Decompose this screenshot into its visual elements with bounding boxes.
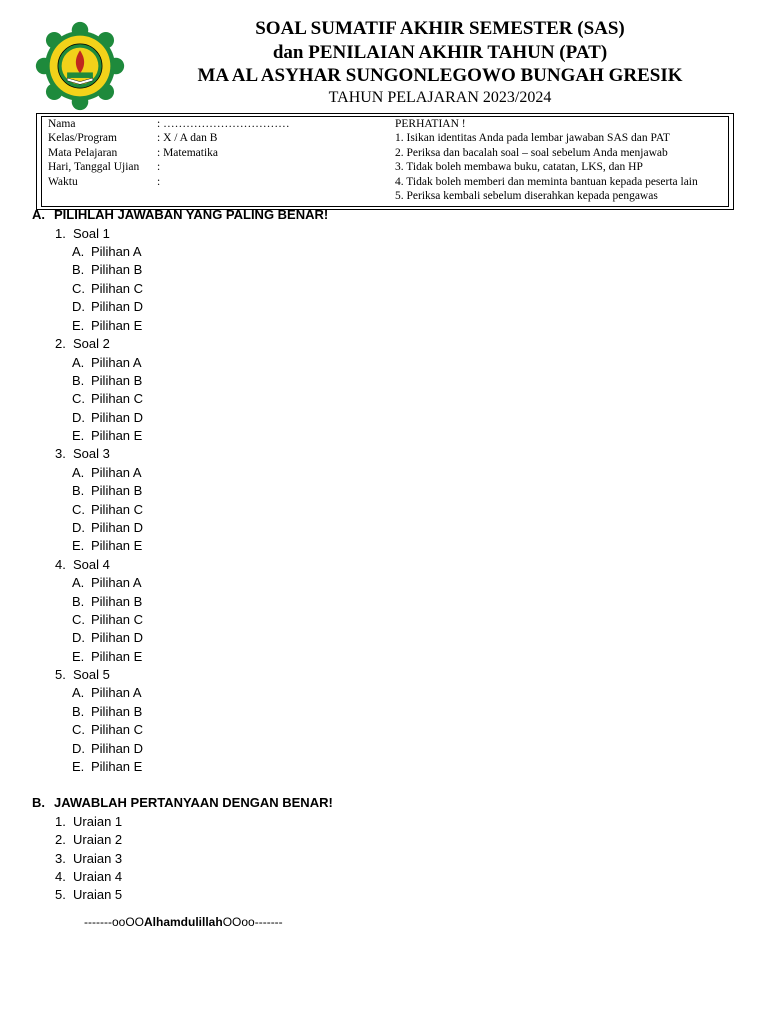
option <box>72 410 143 425</box>
section-b-heading <box>32 795 333 810</box>
question-number: 3. <box>55 446 66 461</box>
option <box>72 355 142 370</box>
section-b-title: JAWABLAH PERTANYAAN DENGAN BENAR! <box>54 795 333 810</box>
option-text: Pilihan C <box>91 722 144 737</box>
school-logo-icon <box>34 20 126 112</box>
closing-word: Alhamdulillah <box>144 915 223 929</box>
academic-year: TAHUN PELAJARAN 2023/2024 <box>328 89 552 106</box>
identity-value-nama: : …………………………… <box>157 118 290 130</box>
option-text: Pilihan B <box>91 373 143 388</box>
option <box>72 759 142 774</box>
option <box>72 244 142 259</box>
option-letter: C. <box>72 502 85 517</box>
notice-title: PERHATIAN ! <box>395 118 466 130</box>
option-text: Pilihan C <box>91 502 144 517</box>
option <box>72 281 143 296</box>
option-text: Pilihan E <box>91 428 143 443</box>
option-text: Pilihan A <box>91 685 142 700</box>
option <box>72 502 143 517</box>
option-text: Pilihan A <box>91 244 142 259</box>
identity-value-waktu: : <box>157 176 161 188</box>
identity-label-nama: Nama <box>48 118 76 130</box>
identity-label-waktu: Waktu <box>48 176 78 188</box>
option-letter: A. <box>72 465 85 480</box>
question-text: Soal 3 <box>73 446 110 461</box>
option <box>72 722 143 737</box>
option-text: Pilihan D <box>91 741 144 756</box>
option-text: Pilihan E <box>91 318 143 333</box>
identity-label-tanggal: Hari, Tanggal Ujian <box>48 161 140 173</box>
option-letter: C. <box>72 612 85 627</box>
option <box>72 594 142 609</box>
essay-question <box>55 869 122 884</box>
option <box>72 649 142 664</box>
question-text: Soal 2 <box>73 336 110 351</box>
question-text: Uraian 5 <box>73 887 123 902</box>
closing-right: OOoo------- <box>222 915 283 929</box>
identity-label-kelas: Kelas/Program <box>48 132 117 144</box>
question-number: 4. <box>55 869 66 884</box>
identity-value-tanggal: : <box>157 161 161 173</box>
question-text: Soal 5 <box>73 667 110 682</box>
option <box>72 428 142 443</box>
notice-item: 5. Periksa kembali sebelum diserahkan kepada pengawas <box>395 190 658 202</box>
essay-question <box>55 851 122 866</box>
notice-item: 1. Isikan identitas Anda pada lembar jawaban SAS dan PAT <box>395 132 670 144</box>
essay-question <box>55 887 122 902</box>
option-text: Pilihan C <box>91 281 144 296</box>
question-number: 3. <box>55 851 66 866</box>
option-letter: E. <box>72 538 85 553</box>
option-text: Pilihan A <box>91 355 142 370</box>
option <box>72 483 142 498</box>
option-letter: E. <box>72 649 85 664</box>
question-number: 4. <box>55 557 66 572</box>
option <box>72 391 143 406</box>
option-letter: E. <box>72 759 85 774</box>
question-number: 1. <box>55 814 66 829</box>
option <box>72 538 142 553</box>
notice-item: 4. Tidak boleh memberi dan meminta bantuan kepada peserta lain <box>395 176 698 188</box>
option-text: Pilihan C <box>91 612 144 627</box>
closing-line <box>84 915 283 929</box>
question-number: 5. <box>55 887 66 902</box>
option-text: Pilihan D <box>91 630 144 645</box>
option-letter: D. <box>72 741 85 756</box>
option <box>72 373 142 388</box>
section-a-heading <box>32 207 328 222</box>
notice-item: 3. Tidak boleh membawa buku, catatan, LKS, dan HP <box>395 161 643 173</box>
exam-title: SOAL SUMATIF AKHIR SEMESTER (SAS) <box>255 18 625 39</box>
closing-left: -------ooOO <box>84 915 144 929</box>
option-letter: E. <box>72 318 85 333</box>
option <box>72 262 142 277</box>
option <box>72 630 143 645</box>
option-letter: C. <box>72 722 85 737</box>
option-text: Pilihan D <box>91 299 144 314</box>
option-letter: A. <box>72 575 85 590</box>
exam-subtitle: dan PENILAIAN AKHIR TAHUN (PAT) <box>272 42 608 63</box>
option-letter: A. <box>72 355 85 370</box>
option-letter: B. <box>72 373 85 388</box>
question-text: Uraian 4 <box>73 869 123 884</box>
option-text: Pilihan B <box>91 483 143 498</box>
section-a-letter: A. <box>32 207 45 222</box>
option-letter: B. <box>72 483 85 498</box>
question-3 <box>55 446 110 461</box>
option-letter: A. <box>72 244 85 259</box>
question-text: Soal 1 <box>73 226 110 241</box>
option-letter: E. <box>72 428 85 443</box>
notice-item: 2. Periksa dan bacalah soal – soal sebelum Anda menjawab <box>395 147 668 159</box>
option-text: Pilihan D <box>91 410 144 425</box>
option-text: Pilihan B <box>91 704 143 719</box>
option-text: Pilihan C <box>91 391 144 406</box>
option-text: Pilihan A <box>91 465 142 480</box>
option-letter: B. <box>72 594 85 609</box>
option <box>72 612 143 627</box>
option-letter: B. <box>72 704 85 719</box>
section-a-title: PILIHLAH JAWABAN YANG PALING BENAR! <box>54 207 329 222</box>
option-letter: D. <box>72 630 85 645</box>
option-letter: D. <box>72 520 85 535</box>
option <box>72 318 142 333</box>
option-letter: B. <box>72 262 85 277</box>
question-text: Uraian 2 <box>73 832 123 847</box>
question-4 <box>55 557 110 572</box>
option-text: Pilihan E <box>91 538 143 553</box>
option-letter: D. <box>72 299 85 314</box>
option <box>72 575 142 590</box>
question-text: Uraian 3 <box>73 851 123 866</box>
option-letter: D. <box>72 410 85 425</box>
question-number: 2. <box>55 832 66 847</box>
question-text: Uraian 1 <box>73 814 123 829</box>
question-1 <box>55 226 110 241</box>
identity-value-mapel: : Matematika <box>157 147 218 159</box>
option-letter: C. <box>72 281 85 296</box>
option-text: Pilihan D <box>91 520 144 535</box>
option <box>72 741 143 756</box>
option-text: Pilihan A <box>91 575 142 590</box>
option <box>72 685 142 700</box>
question-2 <box>55 336 110 351</box>
option-text: Pilihan B <box>91 594 143 609</box>
essay-question <box>55 814 122 829</box>
option-text: Pilihan E <box>91 759 143 774</box>
option-text: Pilihan E <box>91 649 143 664</box>
question-number: 2. <box>55 336 66 351</box>
option <box>72 465 142 480</box>
question-5 <box>55 667 110 682</box>
question-number: 5. <box>55 667 66 682</box>
question-number: 1. <box>55 226 66 241</box>
identity-label-mapel: Mata Pelajaran <box>48 147 118 159</box>
identity-value-kelas: : X / A dan B <box>157 132 218 144</box>
option <box>72 704 142 719</box>
essay-question <box>55 832 122 847</box>
question-text: Soal 4 <box>73 557 110 572</box>
option <box>72 299 143 314</box>
section-b-letter: B. <box>32 795 45 810</box>
school-name: MA AL ASYHAR SUNGONLEGOWO BUNGAH GRESIK <box>197 65 683 86</box>
option <box>72 520 143 535</box>
option-letter: C. <box>72 391 85 406</box>
option-text: Pilihan B <box>91 262 143 277</box>
option-letter: A. <box>72 685 85 700</box>
